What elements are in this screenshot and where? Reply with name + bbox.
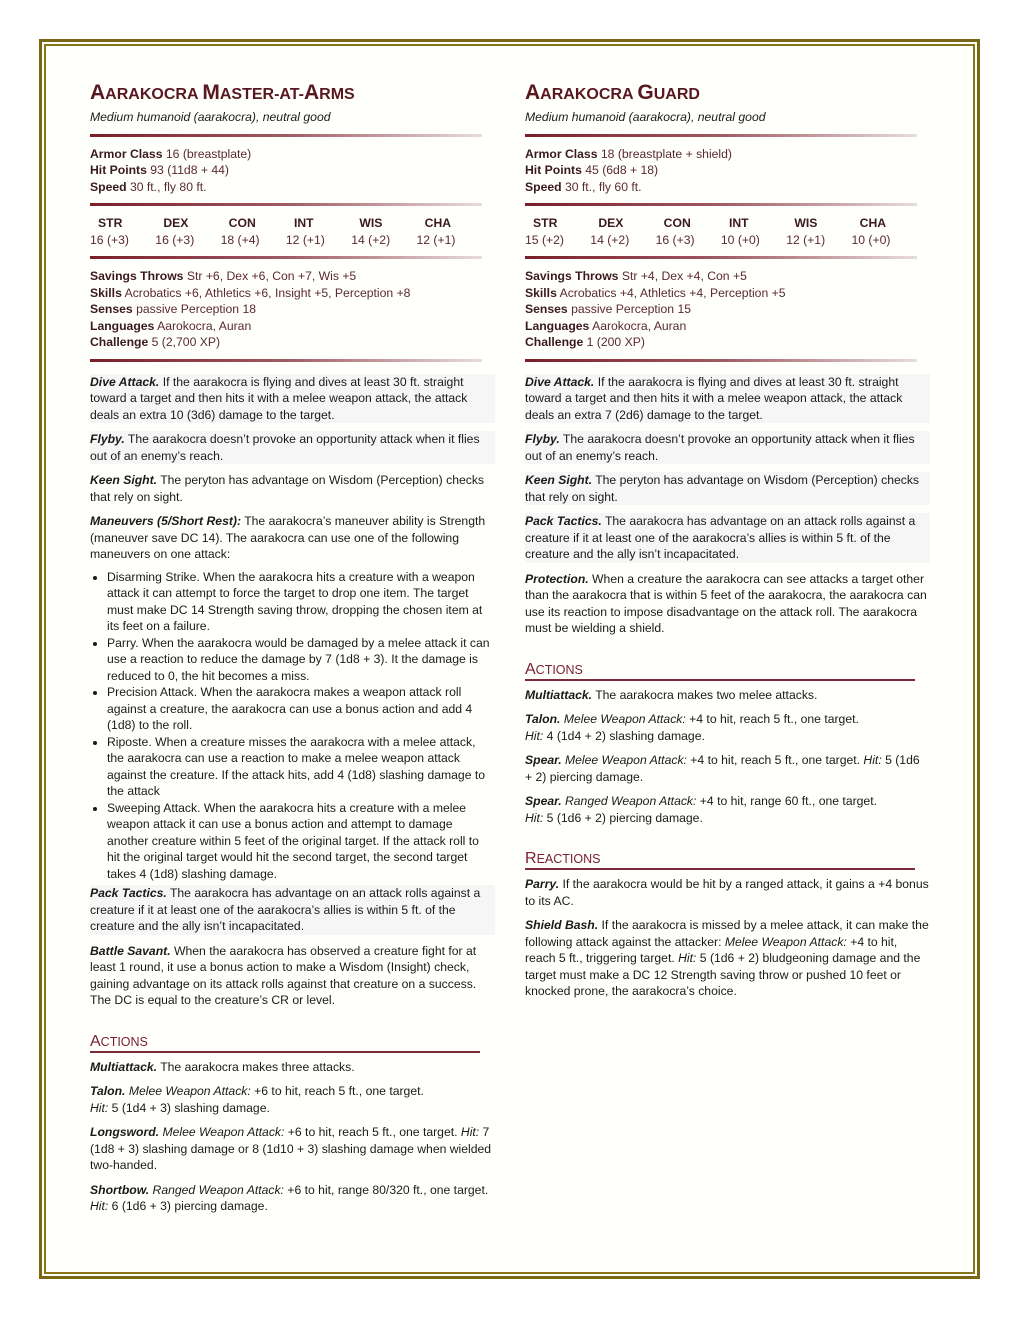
divider <box>90 203 482 206</box>
creature-title: AARAKOCRA GUARD <box>525 81 700 104</box>
challenge: Challenge 5 (2,700 XP) <box>90 335 221 349</box>
trait-flyby: Flyby. The aarakocra doesn’t provoke an opportunity attack when it flies out of an enemy’s reach. <box>90 431 495 464</box>
ability-name: CHA <box>424 216 452 230</box>
creature-type: Medium humanoid (aarakocra), neutral good <box>90 110 331 124</box>
action-multiattack: Multiattack. The aarakocra makes two melee attacks. <box>525 687 818 702</box>
senses: Senses passive Perception 18 <box>90 302 256 316</box>
speed: Speed 30 ft., fly 80 ft. <box>90 179 207 194</box>
ability-name: STR <box>98 216 123 230</box>
maneuver-item: • Disarming Strike. When the aarakocra hits a creature with a weapon attack it can attempt to force the target to drop one item. The target must make DC 14 Strength saving throw, dropping the chosen item at its feet on a failure. <box>107 569 495 635</box>
maneuver-list <box>90 569 495 883</box>
skills: Skills Acrobatics +6, Athletics +6, Insight +5, Perception +8 <box>90 285 411 300</box>
section-header-reactions: REACTIONS <box>525 850 915 870</box>
action-shortbow: Shortbow. Ranged Weapon Attack: +6 to hit, range 80/320 ft., one target. Hit: 6 (1d6 + 3) piercing damage. <box>90 1182 489 1213</box>
saving-throws: Savings Throws Str +6, Dex +6, Con +7, Wis +5 <box>90 269 357 283</box>
skills: Skills Acrobatics +4, Athletics +4, Perception +5 <box>525 285 786 300</box>
ability-score: 12 (+1) <box>416 232 456 247</box>
ability-score: 14 (+2) <box>351 232 391 247</box>
action-spear-ranged: Spear. Ranged Weapon Attack: +4 to hit, range 60 ft., one target. Hit: 5 (1d6 + 2) piercing damage. <box>525 794 877 825</box>
maneuver-item: • Parry. When the aarakocra would be damaged by a melee attack it can use a reaction to reduce the damage by 7 (1d8 + 3). It the damage is reduced to 0, the hit becomes a miss. <box>107 635 495 685</box>
ability-name: CON <box>663 216 691 230</box>
stat-block-guard <box>525 80 930 1008</box>
reaction-shield-bash: Shield Bash. If the aarakocra is missed by a melee attack, it can make the following attack against the attacker: Melee Weapon Attack: +4 to hit, reach 5 ft., triggering target. Hit: 5 (1d6 + 2) bludgeoning damage and the target must make a DC 12 Strength saving throw or pushed 10 feet or knocked prone, the aarakocra’s choice. <box>525 918 929 998</box>
divider <box>525 203 917 206</box>
ability-score: 10 (+0) <box>720 232 760 247</box>
action-talon: Talon. Melee Weapon Attack: +6 to hit, reach 5 ft., one target. Hit: 5 (1d4 + 3) slashing damage. <box>90 1084 424 1115</box>
trait-protection: Protection. When a creature the aarakocra can see attacks a target other than the aarakocra that is within 5 feet of the aarakocra, the aarakocra can use its reaction to impose disadvantage on the attack roll. The aarakocra must be wielding a shield. <box>525 571 927 635</box>
ability-name: DEX <box>598 216 624 230</box>
ability-score: 15 (+2) <box>525 232 564 247</box>
trait-battle-savant: Battle Savant. When the aarakocra has observed a creature fight for at least 1 round, it use a bonus action to make a Wisdom (Insight) check, gaining advantage on its attack rolls against that creature on a success. The DC is equal to the creature’s CR or level. <box>90 943 477 1007</box>
languages: Languages Aarokocra, Auran <box>90 318 252 333</box>
stat-block-master-at-arms <box>90 80 495 1223</box>
ability-score: 16 (+3) <box>90 232 129 247</box>
ability-name: WIS <box>359 216 383 230</box>
ability-name: STR <box>533 216 558 230</box>
creature-title: AARAKOCRA MASTER-AT-ARMS <box>90 81 355 104</box>
trait-maneuvers: Maneuvers (5/Short Rest): The aarakocra’s maneuver ability is Strength (maneuver save DC 14). The aarakocra can use one of the following maneuvers on one attack: <box>90 514 486 561</box>
ability-name: WIS <box>794 216 818 230</box>
trait-keen-sight: Keen Sight. The peryton has advantage on Wisdom (Perception) checks that rely on sight. <box>90 473 485 504</box>
divider <box>525 134 917 137</box>
hit-points: Hit Points 45 (6d8 + 18) <box>525 163 659 177</box>
trait-dive-attack: Dive Attack. If the aarakocra is flying and dives at least 30 ft. straight toward a target and then hits it with a melee weapon attack, the attack deals an extra 10 (3d6) damage to the target. <box>90 374 495 424</box>
trait-dive-attack: Dive Attack. If the aarakocra is flying and dives at least 30 ft. straight toward a target and then hits it with a melee weapon attack, the attack deals an extra 7 (2d6) damage to the target. <box>525 374 930 424</box>
armor-class: Armor Class 18 (breastplate + shield) <box>525 146 732 161</box>
creature-type: Medium humanoid (aarakocra), neutral good <box>525 110 766 124</box>
trait-keen-sight: Keen Sight. The peryton has advantage on Wisdom (Perception) checks that rely on sight. <box>525 472 930 505</box>
divider <box>90 359 482 362</box>
trait-pack-tactics: Pack Tactics. The aarakocra has advantage on an attack rolls against a creature if it at least one of the aarakocra’s allies is within 5 ft. of the creature and the ally isn’t incapacitated. <box>90 885 495 935</box>
saving-throws: Savings Throws Str +4, Dex +4, Con +5 <box>525 269 747 283</box>
ability-score: 12 (+1) <box>285 232 325 247</box>
ability-values <box>525 232 917 249</box>
ability-score: 10 (+0) <box>851 232 891 247</box>
divider <box>90 134 482 137</box>
ability-headers <box>525 215 917 232</box>
ability-values <box>90 232 482 249</box>
ability-score: 18 (+4) <box>220 232 260 247</box>
ability-name: DEX <box>163 216 189 230</box>
trait-flyby: Flyby. The aarakocra doesn’t provoke an opportunity attack when it flies out of an enemy’s reach. <box>525 431 930 464</box>
action-talon: Talon. Melee Weapon Attack: +4 to hit, reach 5 ft., one target. Hit: 4 (1d4 + 2) slashing damage. <box>525 712 859 743</box>
section-header-actions: ACTIONS <box>525 661 915 681</box>
challenge: Challenge 1 (200 XP) <box>525 335 645 349</box>
ability-name: INT <box>293 216 314 230</box>
divider <box>525 359 917 362</box>
maneuver-item: • Sweeping Attack. When the aarakocra hits a creature with a melee weapon attack it can use a bonus action and attempt to damage another creature within 5 feet of the original target. If the attack roll to hit the original target would hit the second target, the second target takes 4 (1d8) slashing damage. <box>107 800 495 883</box>
hit-points: Hit Points 93 (11d8 + 44) <box>90 163 229 177</box>
senses: Senses passive Perception 15 <box>525 302 691 316</box>
action-spear-melee: Spear. Melee Weapon Attack: +4 to hit, reach 5 ft., one target. Hit: 5 (1d6 + 2) piercing damage. <box>525 753 920 784</box>
section-header-actions: ACTIONS <box>90 1033 480 1053</box>
ability-name: CON <box>228 216 256 230</box>
armor-class: Armor Class 16 (breastplate) <box>90 146 252 161</box>
action-longsword: Longsword. Melee Weapon Attack: +6 to hit, reach 5 ft., one target. Hit: 7 (1d8 + 3) slashing damage or 8 (1d10 + 3) slashing damage when wielded two-handed. <box>90 1125 492 1172</box>
trait-pack-tactics: Pack Tactics. The aarakocra has advantage on an attack rolls against a creature if it at least one of the aarakocra’s allies is within 5 ft. of the creature and the ally isn’t incapacitated. <box>525 513 930 563</box>
languages: Languages Aarokocra, Auran <box>525 318 687 333</box>
maneuver-item: • Riposte. When a creature misses the aarakocra with a melee attack, the aarakocra can use a reaction to make a melee weapon attack against the creature. If the attack hits, add 4 (1d8) slashing damage to the attack <box>107 734 495 800</box>
ability-score: 12 (+1) <box>786 232 826 247</box>
ability-score: 16 (+3) <box>655 232 695 247</box>
speed: Speed 30 ft., fly 60 ft. <box>525 179 642 194</box>
divider <box>90 256 482 259</box>
ability-headers <box>90 215 482 232</box>
ability-score: 14 (+2) <box>590 232 630 247</box>
divider <box>525 256 917 259</box>
ability-score: 16 (+3) <box>155 232 195 247</box>
action-multiattack: Multiattack. The aarakocra makes three attacks. <box>90 1059 355 1074</box>
ability-name: INT <box>728 216 749 230</box>
ability-name: CHA <box>859 216 887 230</box>
reaction-parry: Parry. If the aarakocra would be hit by a ranged attack, it gains a +4 bonus to its AC. <box>525 877 929 908</box>
maneuver-item: • Precision Attack. When the aarakocra makes a weapon attack roll against a creature, the aarakocra can use a bonus action and add 4 (1d8) to the roll. <box>107 684 495 734</box>
